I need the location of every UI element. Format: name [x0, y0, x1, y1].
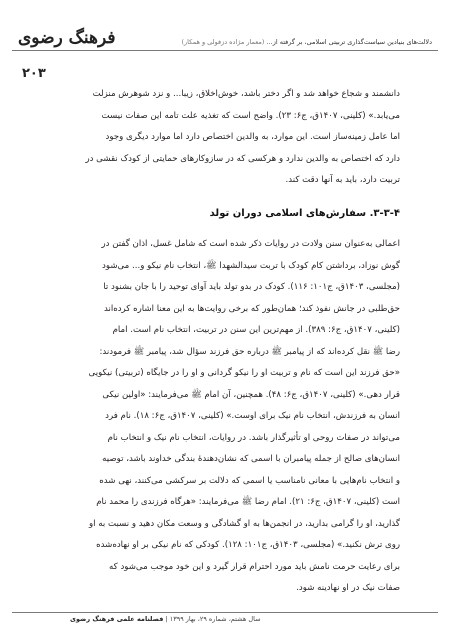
page-number: ۲۰۳ [22, 66, 46, 81]
text-line: برای رعایت حرمت نامش باید مورد احترام قرار گیرد و این خود موجب می‌شود که [109, 561, 400, 572]
text-line: صفات نیک در او نهادینه شود. [296, 583, 400, 593]
text-line: دانشمند و شجاع خواهد شد و اگر دختر باشد، خوش‌اخلاق، زیبا... و نزد شوهرش منزلت [92, 89, 400, 99]
text-line: است (کلینی، ۱۴۰۷ق، ج۶: ۲۱). امام رضا ﷺ می‌فرمایند: «هرگاه فرزندی را محمد نام [96, 497, 400, 507]
header-divider [12, 50, 438, 51]
text-line: (مجلسی، ۱۴۰۳ق، ج۱۰۱: ۱۱۶). کودک در بدو تولد باید آوای توحید را با جان بشنود تا [103, 282, 400, 292]
text-line: اما عامل زمینه‌ساز است. این موارد، به والدین اختصاص دارد اما موارد دیگری وجود [105, 132, 400, 142]
text-line: می‌یابد.» (کلینی، ۱۴۰۷ق، ج۶: ۲۳). واضح است که تغذیه علت تامه این صفات نیست [101, 110, 400, 121]
running-header [150, 38, 432, 46]
text-line: (کلینی، ۱۴۰۷ق، ج۶: ۳۸۹). از مهم‌ترین این سنن در تربیت، انتخاب نام است. امام [112, 325, 400, 335]
journal-logo: فرهنگ رضوی [18, 28, 116, 48]
text-line: اعمالی به‌عنوان سنن ولادت در روایات ذکر شده است که شامل غسل، اذان گفتن در [101, 239, 400, 249]
text-line: قرار دهی.» (کلینی، ۱۴۰۷ق، ج۶: ۴۸). همچنین، آن امام ﷺ می‌فرمایند: «اولین نیکی [102, 389, 400, 400]
text-line: و انتخاب نام‌هایی با معانی نامناسب یا اسمی که دلالت بر سرکشی می‌کنند، نهی شده [99, 475, 400, 486]
text-line: رضا ﷺ نقل کرده‌اند که از پیامبر ﷺ درباره حق فرزند سؤال شد، پیامبر ﷺ فرمودند: [99, 346, 400, 357]
text-line: روی ترش نکنید.» (مجلسی، ۱۴۰۳ق، ج۱۰۱: ۱۲۸). کودکی که نام نیکی بر او نهاده‌شده [96, 540, 400, 550]
footer-divider [12, 612, 438, 613]
paragraph-1 [47, 84, 400, 192]
text-line: گذارید، او را گرامی بدارید، در انجمن‌ها به او گشادگی و وسعت مکان دهید و نسبت به او [89, 518, 400, 529]
text-line: انسان‌های صالح از جمله پیامبران با اسمی که نشان‌دهندهٔ بندگی خداوند باشد، توصیه [102, 454, 400, 464]
section-heading: ۳-۳-۴. سفارش‌های اسلامی دوران تولد [209, 208, 400, 219]
running-footer: سال هشتم، شماره ۲۹، بهار ۱۳۹۹ | فصلنامه علمی فرهنگ رضوی [70, 615, 261, 623]
text-line: گوش نوزاد، برداشتن کام کودک با تربت سیدالشهدا ﷺ، انتخاب نام نیکو و... می‌شود [102, 260, 400, 271]
text-line: حق‌طلبی در جانش نفوذ کند؛ همان‌طور که برخی روایت‌ها به این معنا اشاره کرده‌اند [103, 303, 400, 314]
text-line: انسان به فرزندش، انتخاب نام نیک برای اوست.» (کلینی، ۱۴۰۷ق، ج۶: ۱۸). نام فرد [105, 411, 400, 421]
text-line: می‌تواند در صفات روحی او تأثیرگذار باشد. در روایات، انتخاب نام نیک و انتخاب نام [107, 432, 400, 443]
running-header-authors: (معمار مژاده دزفولی و همکار) [181, 38, 265, 46]
text-line: دارد که اختصاص به والدین ندارد و هرکسی که در سازوکارهای حمایتی از کودک نقشی در [85, 153, 400, 164]
footer-issue: سال هشتم، شماره ۲۹، بهار ۱۳۹۹ [169, 615, 261, 623]
footer-journal: فصلنامه علمی فرهنگ رضوی [70, 615, 164, 623]
paragraph-2 [47, 234, 400, 600]
running-header-title: دلالت‌های بنیادین سیاست‌گذاری تربیتی اسلامی، بر گرفته از... [266, 38, 432, 46]
text-line: تربیت دارد، باید به آنها دقت کند. [285, 175, 400, 185]
text-line: «حق فرزند این است که نام و تربیت او را نیکو گردانی و او را در جایگاه (تربیتی) نیکویی [88, 368, 400, 378]
